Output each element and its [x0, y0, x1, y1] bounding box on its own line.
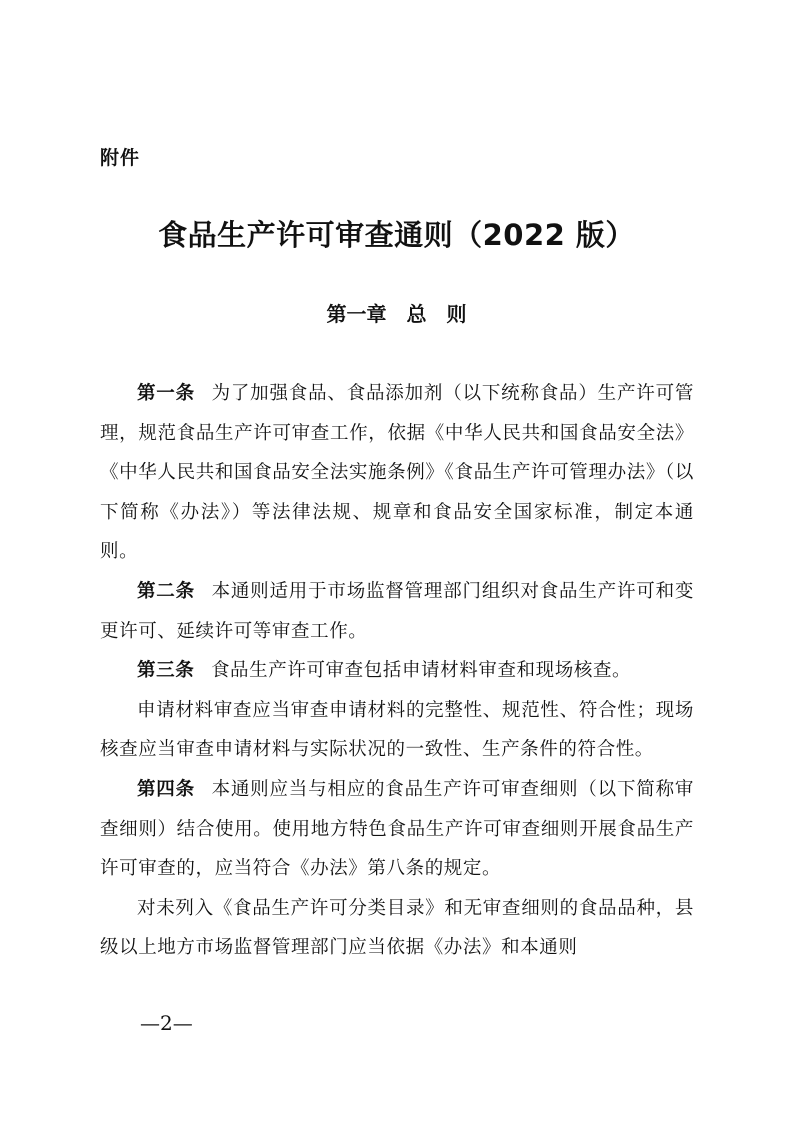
article-number: 第四条 — [137, 778, 195, 800]
paragraph-article-2 — [100, 572, 694, 651]
document-title: 食品生产许可审查通则（2022 版） — [158, 218, 635, 252]
article-text: 对未列入《食品生产许可分类目录》和无审查细则的食品品种，县级以上地方市场监督管理部门应当依据《办法》和本通则 — [100, 897, 694, 959]
paragraph-article-4 — [100, 770, 694, 889]
paragraph-article-3 — [100, 651, 694, 691]
attachment-label: 附件 — [100, 147, 141, 169]
article-number: 第二条 — [137, 580, 195, 602]
paragraph-article-4-continued — [100, 889, 694, 968]
article-text: 食品生产许可审查包括申请材料审查和现场核查。 — [210, 660, 632, 682]
paragraph-article-1 — [100, 374, 694, 572]
article-number: 第一条 — [137, 383, 195, 404]
article-text: 为了加强食品、食品添加剂（以下统称食品）生产许可管理，规范食品生产许可审查工作，依据《中华人民共和国食品安全法》《中华人民共和国食品安全法实施条例》《食品生产许可管理办法》（以下简称《办法》）等法律法规、规章和食品安全国家标准，制定本通则。 — [100, 383, 694, 563]
chapter-heading: 第一章 总 则 — [326, 302, 467, 326]
article-text: 申请材料审查应当审查申请材料的完整性、规范性、符合性；现场核查应当审查申请材料与实际状况的一致性、生产条件的符合性。 — [100, 699, 694, 761]
article-text: 本通则适用于市场监督管理部门组织对食品生产许可和变更许可、延续许可等审查工作。 — [100, 580, 694, 642]
article-text: 本通则应当与相应的食品生产许可审查细则（以下简称审查细则）结合使用。使用地方特色食品生产许可审查细则开展食品生产许可审查的，应当符合《办法》第八条的规定。 — [100, 778, 694, 880]
article-number: 第三条 — [137, 660, 195, 682]
paragraph-article-3-continued — [100, 691, 694, 770]
document-body — [100, 374, 694, 968]
page-number: —2— — [140, 1011, 193, 1035]
